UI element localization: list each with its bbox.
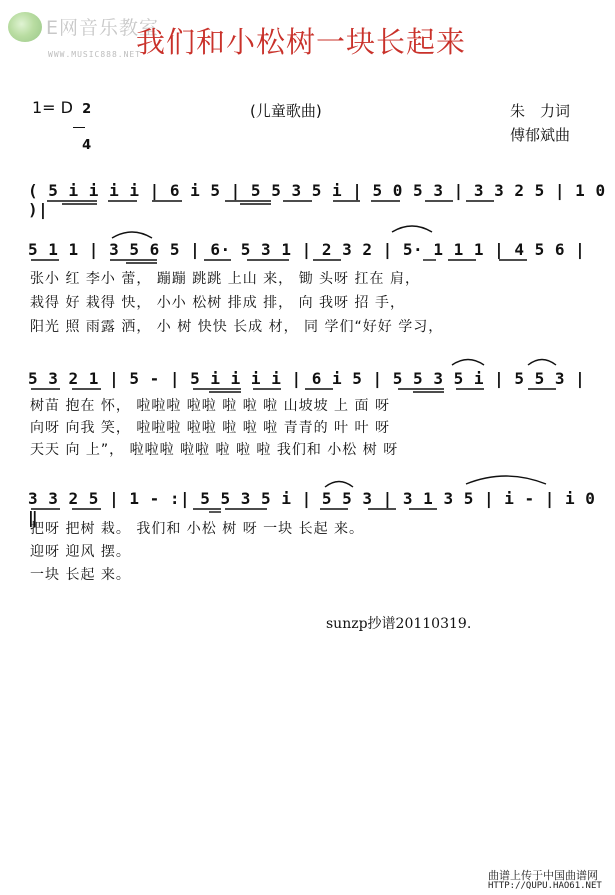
lyrics-line-2-verse-3: 阳光 照 雨露 洒， 小 树 快快 长成 材， 同 学们“好好 学习， [30,319,444,335]
lyrics-line-3-verse-3: 天天 向 上”， 啦啦啦 啦啦 啦 啦 啦 我们和 小松 树 呀 [30,442,399,458]
slur-mark [528,360,556,366]
lyricist-credit: 朱 力词 [510,102,571,120]
slur-mark [325,482,353,488]
composer-credit: 傅郁斌曲 [510,126,571,144]
notation-line-3: 5 3 2 1 | 5 - | 5 i i i i | 6 i 5 | 5 5 3 5 i | 5 5 3 | [28,369,586,388]
notation-line-4: 3 3 2 5 | 1 - :| 5 5 3 5 i | 5 5 3 | 3 1 3 5 | i - | i 0 ‖ [28,489,596,527]
time-signature-bottom: 4 [82,138,92,153]
slur-mark [392,226,432,232]
genre-label: (儿童歌曲) [250,102,322,120]
lyrics-line-3-verse-1: 树苗 抱在 怀， 啦啦啦 啦啦 啦 啦 啦 山坡坡 上 面 呀 [30,398,390,414]
notation-line-2: 5 1 1 | 3 5 6 5 | 6· 5 3 1 | 2 3 2 | 5· 1 1 1 | 4 5 6 | [28,240,586,259]
lyrics-line-4-verse-3: 一块 长起 来。 [30,567,131,583]
lyrics-line-2-verse-1: 张小 红 李小 蕾， 蹦蹦 跳跳 上山 来， 锄 头呀 扛在 肩， [30,271,420,287]
footer-source: 曲谱上传于中国曲谱网 [488,869,598,882]
lyrics-line-3-verse-2: 向呀 向我 笑， 啦啦啦 啦啦 啦 啦 啦 青青的 叶 叶 呀 [30,420,390,436]
watermark-brand: E网音乐教室 [46,17,160,39]
footer-url: HTTP://QUPU.HAO61.NET [488,881,602,891]
lyrics-line-2-verse-2: 栽得 好 栽得 快， 小小 松树 排成 排， 向 我呀 招 手， [30,295,405,311]
slur-mark [452,360,484,366]
transcriber-credit: sunzp抄谱20110319. [326,616,472,632]
notation-line-1: ( 5 i i i i | 6 i 5 | 5 5 3 5 i | 5 0 5 3 | 3 3 2 5 | 1 0 )| [28,181,606,219]
slur-mark [466,476,546,484]
lyrics-line-4-verse-2: 迎呀 迎风 摆。 [30,544,131,560]
watermark-url: WWW.MUSIC888.NET [48,50,142,59]
song-title: 我们和小松树一块长起来 [136,25,467,59]
lyrics-line-4-verse-1: 把呀 把树 栽。 我们和 小松 树 呀 一块 长起 来。 [30,521,365,537]
key-signature: 1= D [32,98,73,117]
time-signature-top: 2 [82,102,92,117]
slur-mark [112,232,152,238]
